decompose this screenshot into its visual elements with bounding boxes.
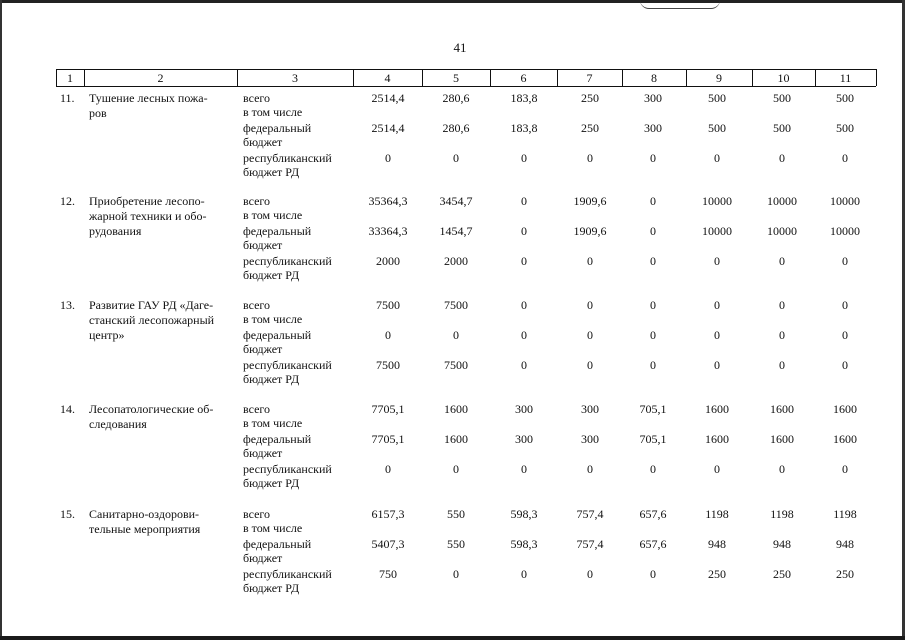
table-cell-value: 300 (515, 402, 533, 416)
table-cell-value: 0 (650, 254, 656, 268)
budget-line-label: республиканский (243, 567, 332, 581)
table-cell-value: 0 (842, 151, 848, 165)
table-cell-value: 35364,3 (368, 194, 408, 208)
table-cell-value: 0 (650, 567, 656, 581)
table-cell-value: 0 (779, 298, 785, 312)
table-cell-value: 0 (650, 224, 656, 238)
row-name-line: Лесопатологические об- (89, 402, 214, 416)
row-name-line: ров (89, 106, 107, 120)
header-column-number: 1 (67, 71, 73, 85)
table-cell-value: 6157,3 (371, 507, 405, 521)
budget-line-label: бюджет (243, 238, 283, 252)
table-cell-value: 0 (521, 328, 527, 342)
header-bottom-rule (56, 86, 876, 87)
table-cell-value: 0 (714, 358, 720, 372)
table-cell-value: 7705,1 (371, 432, 405, 446)
table-cell-value: 1909,6 (573, 194, 607, 208)
table-cell-value: 0 (650, 194, 656, 208)
table-cell-value: 750 (379, 567, 397, 581)
table-cell-value: 0 (587, 328, 593, 342)
budget-line-label: бюджет РД (243, 165, 300, 179)
header-column-number: 8 (651, 71, 657, 85)
budget-line-label: в том числе (243, 105, 303, 119)
table-cell-value: 0 (714, 462, 720, 476)
table-cell-value: 0 (587, 462, 593, 476)
table-cell-value: 7705,1 (371, 402, 405, 416)
row-name-line: станский лесопожарный (89, 313, 215, 327)
table-cell-value: 0 (521, 358, 527, 372)
table-cell-value: 705,1 (639, 432, 667, 446)
table-cell-value: 1600 (770, 402, 794, 416)
header-column-number: 11 (839, 71, 852, 85)
budget-line-label: федеральный (243, 224, 312, 238)
table-cell-value: 0 (587, 358, 593, 372)
table-cell-value: 1600 (833, 402, 857, 416)
table-cell-value: 300 (515, 432, 533, 446)
table-cell-value: 500 (773, 121, 791, 135)
header-column-number: 9 (716, 71, 722, 85)
table-cell-value: 0 (779, 328, 785, 342)
table-cell-value: 598,3 (510, 537, 538, 551)
table-cell-value: 1198 (705, 507, 729, 521)
table-cell-value: 280,6 (442, 121, 470, 135)
table-cell-value: 5407,3 (371, 537, 405, 551)
table-cell-value: 0 (521, 151, 527, 165)
budget-line-label: всего (243, 194, 271, 208)
table-cell-value: 250 (836, 567, 854, 581)
row-number: 12. (60, 194, 75, 208)
header-column-divider (876, 69, 877, 86)
table-cell-value: 500 (836, 91, 854, 105)
budget-line-label: республиканский (243, 358, 332, 372)
table-cell-value: 0 (650, 462, 656, 476)
header-top-rule (56, 69, 876, 70)
table-cell-value: 2000 (444, 254, 468, 268)
header-column-number: 5 (453, 71, 459, 85)
table-cell-value: 0 (714, 298, 720, 312)
table-cell-value: 0 (650, 358, 656, 372)
table-cell-value: 0 (521, 224, 527, 238)
table-cell-value: 0 (453, 567, 459, 581)
table-cell-value: 10000 (702, 194, 732, 208)
table-cell-value: 1600 (705, 432, 729, 446)
budget-line-label: в том числе (243, 312, 303, 326)
table-cell-value: 10000 (767, 194, 797, 208)
table-cell-value: 250 (773, 567, 791, 581)
table-cell-value: 0 (842, 298, 848, 312)
row-name-line: Санитарно-оздорови- (89, 507, 200, 521)
table-cell-value: 550 (447, 507, 465, 521)
table-cell-value: 757,4 (576, 537, 604, 551)
table-cell-value: 0 (385, 462, 391, 476)
row-name-line: Приобретение лесопо- (89, 194, 205, 208)
table-cell-value: 948 (773, 537, 791, 551)
table-cell-value: 10000 (702, 224, 732, 238)
row-number: 15. (60, 507, 75, 521)
table-cell-value: 0 (650, 298, 656, 312)
table-cell-value: 0 (587, 298, 593, 312)
table-cell-value: 0 (385, 328, 391, 342)
table-cell-value: 0 (453, 462, 459, 476)
budget-line-label: республиканский (243, 462, 332, 476)
table-cell-value: 2514,4 (371, 91, 405, 105)
header-column-number: 6 (520, 71, 527, 85)
header-column-number: 10 (777, 71, 790, 85)
table-cell-value: 500 (708, 91, 726, 105)
table-cell-value: 0 (521, 462, 527, 476)
table-cell-value: 0 (521, 567, 527, 581)
table-cell-value: 0 (521, 194, 527, 208)
table-cell-value: 300 (581, 432, 599, 446)
table-cell-value: 0 (714, 328, 720, 342)
table-cell-value: 10000 (830, 194, 860, 208)
row-name-line: Развитие ГАУ РД «Даге- (89, 298, 214, 312)
row-name-line: жарной техники и обо- (89, 209, 207, 223)
table-cell-value: 0 (779, 151, 785, 165)
budget-line-label: бюджет (243, 551, 283, 565)
table-cell-value: 1198 (833, 507, 857, 521)
table-cell-value: 2514,4 (371, 121, 405, 135)
table-cell-value: 0 (587, 567, 593, 581)
table-cell-value: 1600 (833, 432, 857, 446)
scan-edge-top (0, 0, 905, 3)
table-cell-value: 0 (521, 254, 527, 268)
budget-line-label: всего (243, 402, 271, 416)
table-cell-value: 757,4 (576, 507, 604, 521)
row-number: 13. (60, 298, 75, 312)
row-number: 11. (60, 91, 75, 105)
table-cell-value: 3454,7 (439, 194, 473, 208)
budget-line-label: бюджет РД (243, 581, 300, 595)
header-column-number: 7 (586, 71, 593, 85)
budget-line-label: республиканский (243, 151, 332, 165)
row-name-line: Тушение лесных пожа- (89, 91, 208, 105)
table-cell-value: 948 (708, 537, 726, 551)
budget-line-label: бюджет РД (243, 372, 300, 386)
table-cell-value: 1600 (444, 432, 468, 446)
budget-line-label: бюджет (243, 342, 283, 356)
budget-line-label: федеральный (243, 121, 312, 135)
scan-mark (640, 0, 720, 9)
table-cell-value: 0 (587, 254, 593, 268)
table-cell-value: 500 (773, 91, 791, 105)
row-name-line: следования (89, 417, 147, 431)
header-column-number: 2 (157, 71, 164, 85)
table-cell-value: 250 (581, 91, 599, 105)
table-cell-value: 7500 (444, 298, 468, 312)
table-cell-value: 33364,3 (368, 224, 408, 238)
table-cell-value: 0 (521, 298, 527, 312)
table-cell-value: 300 (644, 91, 662, 105)
table-cell-value: 657,6 (639, 537, 667, 551)
table-cell-value: 0 (842, 358, 848, 372)
table-cell-value: 1454,7 (439, 224, 473, 238)
row-name-line: рудования (89, 224, 142, 238)
budget-line-label: всего (243, 91, 271, 105)
table-cell-value: 0 (650, 328, 656, 342)
table-cell-value: 0 (385, 151, 391, 165)
table-cell-value: 300 (581, 402, 599, 416)
table-cell-value: 0 (779, 358, 785, 372)
table-cell-value: 0 (842, 328, 848, 342)
budget-line-label: в том числе (243, 416, 303, 430)
table-cell-value: 0 (650, 151, 656, 165)
table-cell-value: 1198 (770, 507, 794, 521)
table-cell-value: 550 (447, 537, 465, 551)
table-cell-value: 183,8 (510, 91, 538, 105)
table-cell-value: 657,6 (639, 507, 667, 521)
table-cell-value: 0 (453, 328, 459, 342)
budget-line-label: всего (243, 298, 271, 312)
table-cell-value: 0 (453, 151, 459, 165)
table-cell-value: 705,1 (639, 402, 667, 416)
budget-line-label: бюджет РД (243, 476, 300, 490)
table-cell-value: 10000 (830, 224, 860, 238)
budget-line-label: федеральный (243, 537, 312, 551)
table-cell-value: 0 (779, 254, 785, 268)
table-cell-value: 1600 (705, 402, 729, 416)
table-cell-value: 0 (842, 254, 848, 268)
table-cell-value: 0 (714, 254, 720, 268)
header-column-number: 3 (292, 71, 298, 85)
table-cell-value: 0 (842, 462, 848, 476)
budget-line-label: бюджет (243, 446, 283, 460)
table-cell-value: 10000 (767, 224, 797, 238)
row-name-line: тельные мероприятия (89, 522, 201, 536)
scan-edge-bottom (0, 636, 905, 640)
table-cell-value: 1909,6 (573, 224, 607, 238)
table-cell-value: 250 (581, 121, 599, 135)
table-cell-value: 1600 (770, 432, 794, 446)
table-cell-value: 300 (644, 121, 662, 135)
budget-line-label: всего (243, 507, 271, 521)
scan-edge-left (0, 0, 2, 640)
table-cell-value: 598,3 (510, 507, 538, 521)
page-number: 41 (453, 40, 467, 55)
table-cell-value: 183,8 (510, 121, 538, 135)
table-cell-value: 7500 (444, 358, 468, 372)
table-cell-value: 948 (836, 537, 854, 551)
table-cell-value: 0 (587, 151, 593, 165)
budget-line-label: в том числе (243, 521, 303, 535)
budget-line-label: федеральный (243, 328, 312, 342)
budget-line-label: республиканский (243, 254, 332, 268)
header-column-number: 4 (384, 71, 391, 85)
row-number: 14. (60, 402, 75, 416)
table-cell-value: 250 (708, 567, 726, 581)
budget-line-label: бюджет РД (243, 268, 300, 282)
table-cell-value: 500 (708, 121, 726, 135)
budget-line-label: федеральный (243, 432, 312, 446)
budget-line-label: в том числе (243, 208, 303, 222)
table-cell-value: 1600 (444, 402, 468, 416)
table-cell-value: 280,6 (442, 91, 470, 105)
table-cell-value: 500 (836, 121, 854, 135)
table-cell-value: 0 (714, 151, 720, 165)
table-cell-value: 0 (779, 462, 785, 476)
table-cell-value: 7500 (376, 358, 400, 372)
budget-line-label: бюджет (243, 135, 283, 149)
row-name-line: центр» (89, 328, 125, 342)
table-cell-value: 7500 (376, 298, 400, 312)
table-cell-value: 2000 (376, 254, 400, 268)
